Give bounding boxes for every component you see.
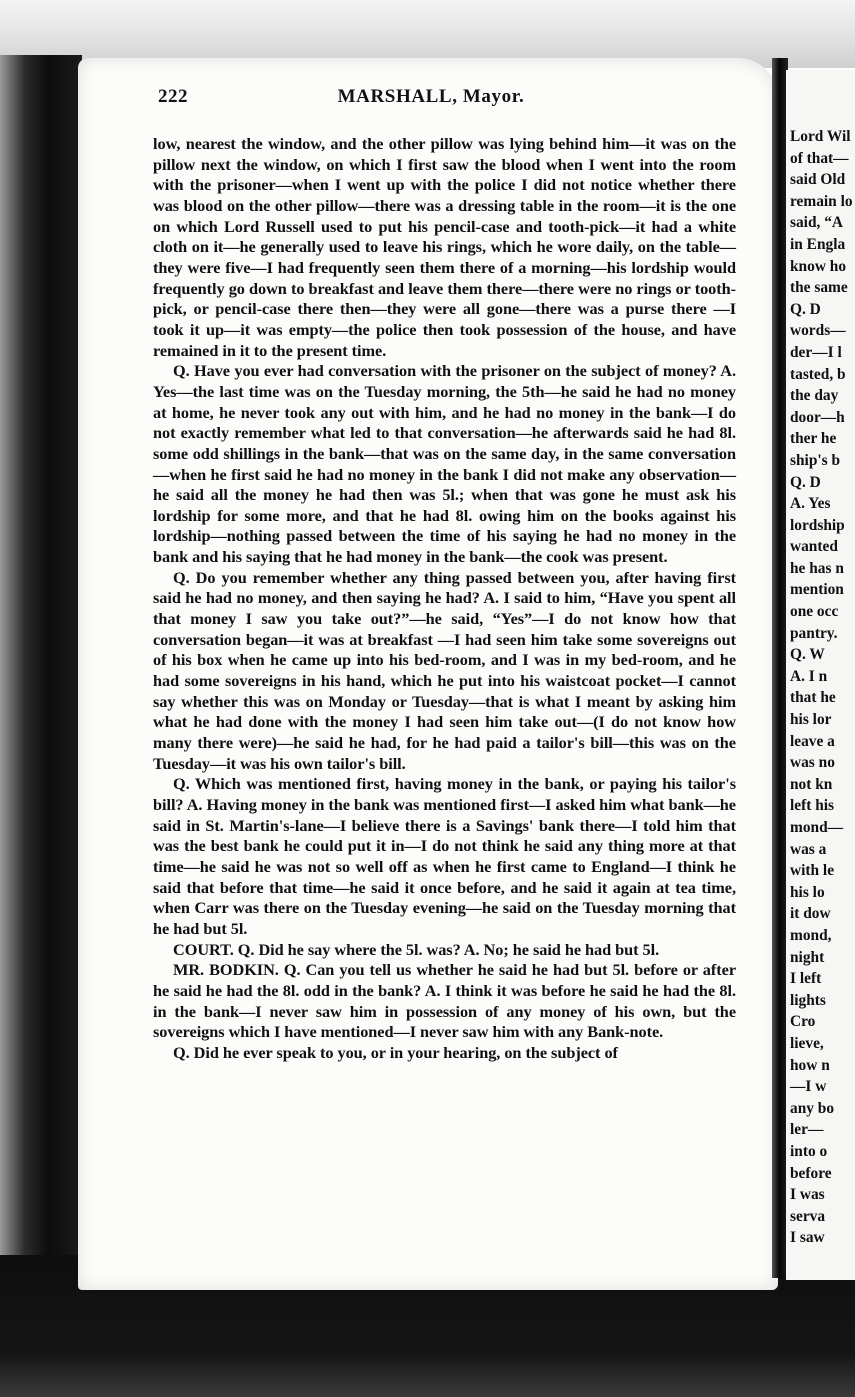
right-page-line: know ho [790, 257, 847, 275]
right-page-line: how n [790, 1056, 830, 1074]
right-page-line: not kn [790, 775, 833, 793]
right-page-line: tasted, b [790, 365, 846, 383]
right-page-line: ther he [790, 430, 837, 448]
right-page-line: was a [790, 840, 827, 858]
right-page-line: was no [790, 754, 835, 772]
right-page-line: I left [790, 970, 822, 988]
right-page-line: words— [790, 322, 846, 340]
right-page-line: Q. D [790, 473, 821, 491]
left-binding-shadow [0, 55, 82, 1397]
paragraph-bank-question: Q. Which was mentioned first, having money in the bank, or paying his tailor's bill? A. Having money in the bank was mentioned first—I asked him what bank—he said in St. Martin's-lane—I believe there is a Savings' bank there—I told him that was the best bank he could put it in—I do not think he said any thing more at that time—he said he was not so well off as when he first came to England—I think he said that before that time—he said it once before, and he said it again at tea time, when Carr was there on the Tuesday evening—he said on the Tuesday morning that he had but 5l. [153, 774, 736, 938]
running-head: MARSHALL, Mayor. [337, 86, 525, 107]
right-page-line: ler— [790, 1121, 824, 1139]
paragraph-final-question: Q. Did he ever speak to you, or in your hearing, on the subject of [173, 1042, 618, 1062]
right-page-line: lordship [790, 516, 845, 534]
right-page-line: Q. D [790, 300, 821, 318]
right-page-line: A. I n [790, 667, 828, 685]
right-page-line: door—h [790, 408, 845, 426]
right-page-line: night [790, 948, 825, 966]
right-page-line: der—I l [790, 343, 842, 361]
right-page-line: before [790, 1164, 832, 1182]
paragraph-spent-money-question: Q. Do you remember whether any thing passed between you, after having first said he had no money, and then saying he had? A. I said to him, “Have you spent all that money I saw you take out?”—he said, “Yes”—I do not know how that conversation began—it was at breakfast —I had seen him take some sovereigns out of his box when he came up into his bed-room, and I was in my bed-room, and he had some sovereigns in his hand, which he put into his waistcoat pocket—I cannot say whether this was on Monday or Tuesday—that is what I meant by asking him what he had done with the money I had seen him take out—(I do not know how many there were)—he said he had, for he had paid a tailor's bill—this was on the Tuesday—it was his own tailor's bill. [153, 567, 736, 773]
right-page-line: said, “A [790, 214, 844, 232]
right-page-line: pantry. [790, 624, 838, 642]
right-page-line: wanted [790, 538, 838, 556]
right-page-line: the same [790, 279, 848, 297]
right-page-line: —I w [790, 1078, 827, 1096]
right-page-line: I was [790, 1186, 825, 1204]
right-page-line: that he [790, 689, 836, 707]
right-page-line: A. Yes [790, 495, 831, 513]
right-page-line: I saw [790, 1229, 825, 1247]
right-page-line: in Engla [790, 235, 846, 253]
right-page-line: mond, [790, 926, 832, 944]
right-page-line: left his [790, 797, 835, 815]
right-page-line: into o [790, 1142, 828, 1160]
right-page-line: lieve, [790, 1034, 824, 1052]
right-page-edge [786, 70, 855, 1280]
right-page-line: Lord Wil [790, 128, 851, 145]
page-header [158, 86, 758, 112]
right-page-line: leave a [790, 732, 835, 750]
right-page-line: with le [790, 862, 835, 880]
right-page-line: it dow [790, 905, 831, 923]
paragraph-court-question: COURT. Q. Did he say where the 5l. was? A. No; he said he had but 5l. [173, 939, 660, 959]
right-page-line: any bo [790, 1099, 835, 1117]
right-page-line: mond— [790, 819, 844, 836]
right-page-line: remain lo [790, 192, 853, 210]
right-page-line: of that— [790, 149, 849, 167]
paragraph-bedroom-description: low, nearest the window, and the other pillow was lying behind him—it was on the pillow next the window, on which I first saw the blood when I went into the room with the prisoner—when I went up with the police I did not notice whether there was blood on the other pillow—there was a dressing table in the room—it is the one on which Lord Russell used to put his pencil-case and tooth-pick—it had a white cloth on it—he generally used to leave his rings, which he wore daily, on the table—they were five—I had frequently seen them there of a morning—his lordship would frequently go down to breakfast and leave them there—there were no rings or tooth-pick, or pencil-case there then—they were all gone—there was a purse there —I took it up—it was empty—the police then took possession of the house, and have remained in it to the present time. [153, 134, 736, 360]
right-page-text-fragments [790, 126, 855, 1249]
right-page-line: he has n [790, 559, 844, 577]
right-page-line: lights [790, 991, 826, 1009]
paragraph-money-question: Q. Have you ever had conversation with the prisoner on the subject of money? A. Yes—the last time was on the Tuesday morning, the 5th—he said he had no money at home, he never took any out with him, and he had no money in the bank—I do not exactly remember what led to that conversation—he afterwards said he had 8l. some odd shillings in the bank—that was on the same day, in the same conversation—when he first said he had no money in the bank I did not make any observation—he said all the money he had then was 5l.; when that was gone he must ask his lordship for some more, and that he had 8l. owing him on the books against his lordship—nothing passed between the time of his saying he had no money in the bank and his saying that he had money in the bank—the cook was present. [153, 361, 736, 567]
right-page-line: the day [790, 387, 839, 405]
right-page-line: Cro [790, 1013, 816, 1031]
right-page-line: said Old [790, 171, 846, 189]
right-page-line: his lo [790, 883, 825, 901]
right-page-line: Q. W [790, 646, 825, 664]
paragraph-bodkin-question: MR. BODKIN. Q. Can you tell us whether he said he had but 5l. before or after he said he had the 8l. odd in the bank? A. I think it was before he said he had the 8l. in the bank—I never saw him in possession of any money of his own, but the sovereigns which I have mentioned—I never saw him with any Bank-note. [153, 960, 736, 1042]
right-page-line: his lor [790, 711, 832, 729]
right-page-line: mention [790, 581, 844, 599]
right-page-line: one occ [790, 603, 839, 621]
right-page-line: serva [790, 1207, 826, 1225]
right-page-line: ship's b [790, 451, 841, 469]
page-body [153, 134, 736, 1064]
page-number: 222 [158, 86, 188, 107]
